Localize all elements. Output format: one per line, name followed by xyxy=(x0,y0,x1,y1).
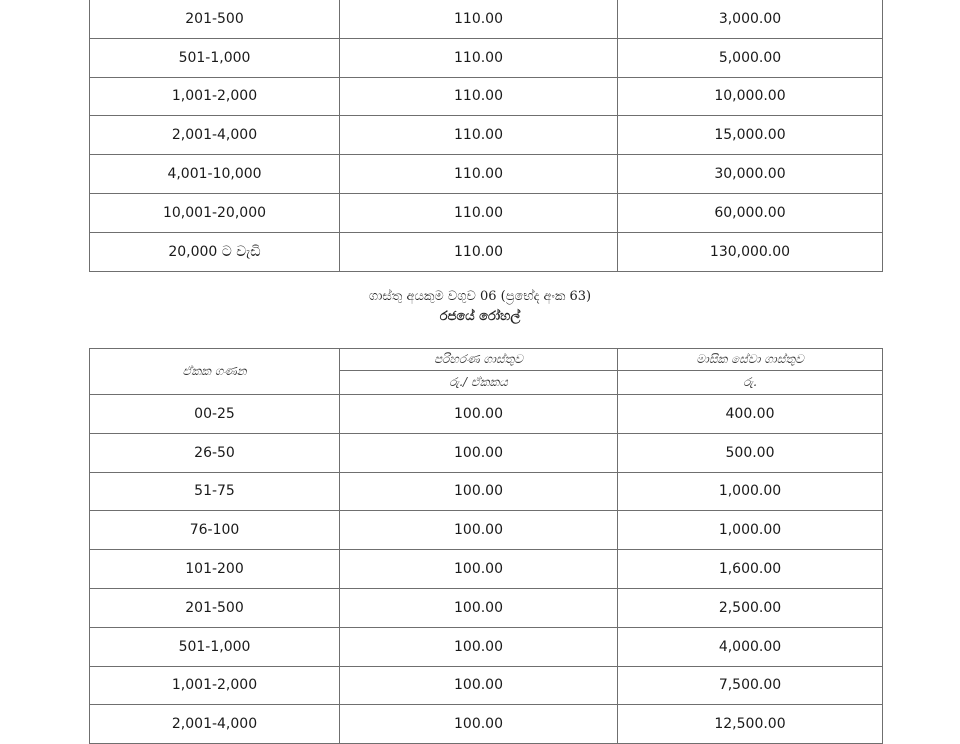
tariff-table-top-body xyxy=(90,0,883,271)
table-row xyxy=(90,472,883,511)
table-header-row xyxy=(90,349,883,371)
table-row xyxy=(90,705,883,744)
service-charge-cell: 1,000.00 xyxy=(618,511,883,550)
header-disposal-charge: පරිහරණ ගාස්තුව xyxy=(340,349,618,371)
tariff-table-hospitals-body xyxy=(90,395,883,744)
units-cell: 1,001-2,000 xyxy=(90,666,340,705)
table-caption-subtitle: රජයේ රෝහල් xyxy=(439,309,521,324)
tariff-table-hospitals xyxy=(89,348,883,744)
service-charge-cell: 10,000.00 xyxy=(618,77,883,116)
rate-cell: 100.00 xyxy=(340,395,618,434)
rate-cell: 100.00 xyxy=(340,588,618,627)
units-cell: 20,000 ට වැඩි xyxy=(90,232,340,271)
service-charge-cell: 30,000.00 xyxy=(618,155,883,194)
table-row xyxy=(90,193,883,232)
header-unit-rate: රු./ ඒකකය xyxy=(340,371,618,395)
table-row xyxy=(90,627,883,666)
table-row xyxy=(90,433,883,472)
units-cell: 00-25 xyxy=(90,395,340,434)
service-charge-cell: 1,600.00 xyxy=(618,550,883,589)
units-cell: 2,001-4,000 xyxy=(90,705,340,744)
table-row xyxy=(90,511,883,550)
service-charge-cell: 3,000.00 xyxy=(618,0,883,38)
service-charge-cell: 7,500.00 xyxy=(618,666,883,705)
rate-cell: 100.00 xyxy=(340,511,618,550)
table-row xyxy=(90,550,883,589)
units-cell: 201-500 xyxy=(90,588,340,627)
rate-cell: 110.00 xyxy=(340,77,618,116)
units-cell: 10,001-20,000 xyxy=(90,193,340,232)
table-row xyxy=(90,588,883,627)
rate-cell: 110.00 xyxy=(340,116,618,155)
service-charge-cell: 1,000.00 xyxy=(618,472,883,511)
service-charge-cell: 60,000.00 xyxy=(618,193,883,232)
units-cell: 501-1,000 xyxy=(90,627,340,666)
rate-cell: 100.00 xyxy=(340,550,618,589)
service-charge-cell: 15,000.00 xyxy=(618,116,883,155)
service-charge-cell: 400.00 xyxy=(618,395,883,434)
rate-cell: 100.00 xyxy=(340,433,618,472)
table-row xyxy=(90,116,883,155)
service-charge-cell: 2,500.00 xyxy=(618,588,883,627)
units-cell: 501-1,000 xyxy=(90,38,340,77)
table-row xyxy=(90,38,883,77)
units-cell: 1,001-2,000 xyxy=(90,77,340,116)
header-monthly-service-charge: මාසික සේවා ගාස්තුව xyxy=(618,349,883,371)
rate-cell: 100.00 xyxy=(340,627,618,666)
rate-cell: 100.00 xyxy=(340,472,618,511)
service-charge-cell: 4,000.00 xyxy=(618,627,883,666)
table-row xyxy=(90,666,883,705)
service-charge-cell: 500.00 xyxy=(618,433,883,472)
units-cell: 201-500 xyxy=(90,0,340,38)
rate-cell: 110.00 xyxy=(340,155,618,194)
service-charge-cell: 5,000.00 xyxy=(618,38,883,77)
table-row xyxy=(90,232,883,271)
units-cell: 76-100 xyxy=(90,511,340,550)
table-caption-title: ගාස්තු අයකුම වගුව 06 (ප්‍රභේද අංක 63) xyxy=(368,289,592,304)
table-row xyxy=(90,0,883,38)
rate-cell: 110.00 xyxy=(340,0,618,38)
rate-cell: 100.00 xyxy=(340,666,618,705)
header-rupees: රු. xyxy=(618,371,883,395)
rate-cell: 110.00 xyxy=(340,232,618,271)
units-cell: 101-200 xyxy=(90,550,340,589)
table-row xyxy=(90,395,883,434)
rate-cell: 100.00 xyxy=(340,705,618,744)
units-cell: 26-50 xyxy=(90,433,340,472)
table-row xyxy=(90,77,883,116)
service-charge-cell: 12,500.00 xyxy=(618,705,883,744)
tariff-table-top xyxy=(89,0,883,272)
units-cell: 4,001-10,000 xyxy=(90,155,340,194)
service-charge-cell: 130,000.00 xyxy=(618,232,883,271)
rate-cell: 110.00 xyxy=(340,38,618,77)
units-cell: 51-75 xyxy=(90,472,340,511)
rate-cell: 110.00 xyxy=(340,193,618,232)
table-row xyxy=(90,155,883,194)
header-units: ඒකක ගණන xyxy=(90,349,340,395)
units-cell: 2,001-4,000 xyxy=(90,116,340,155)
